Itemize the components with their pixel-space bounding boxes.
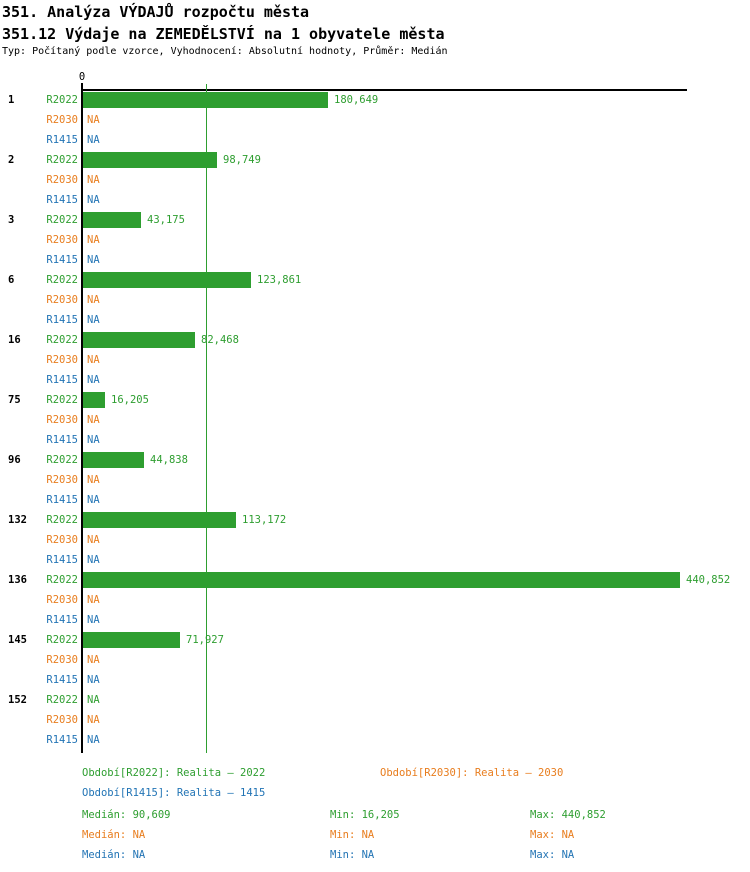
value-bar-r2022 xyxy=(83,152,217,168)
na-label: NA xyxy=(87,414,100,426)
series-label-r2030: R2030 xyxy=(46,594,78,606)
series-label-r1415: R1415 xyxy=(46,254,78,266)
group-label: 16 xyxy=(8,334,21,346)
na-label: NA xyxy=(87,674,100,686)
group-label: 132 xyxy=(8,514,27,526)
series-label-r2030: R2030 xyxy=(46,114,78,126)
series-label-r1415: R1415 xyxy=(46,374,78,386)
series-label-r1415: R1415 xyxy=(46,494,78,506)
value-bar-r2022 xyxy=(83,452,144,468)
series-label-r2030: R2030 xyxy=(46,234,78,246)
report-meta-line: Typ: Počítaný podle vzorce, Vyhodnocení: Absolutní hodnoty, Průměr: Medián xyxy=(2,46,448,57)
value-label: 71,927 xyxy=(186,634,224,646)
stat-max-r2030: Max: NA xyxy=(530,829,575,841)
na-label: NA xyxy=(87,594,100,606)
series-label-r2030: R2030 xyxy=(46,294,78,306)
na-label: NA xyxy=(87,494,100,506)
value-bar-r2022 xyxy=(83,392,105,408)
series-label-r1415: R1415 xyxy=(46,734,78,746)
value-bar-r2022 xyxy=(83,512,236,528)
group-label: 136 xyxy=(8,574,27,586)
series-label-r2030: R2030 xyxy=(46,654,78,666)
value-bar-r2022 xyxy=(83,572,680,588)
stat-min-r1415: Min: NA xyxy=(330,849,375,861)
group-label: 6 xyxy=(8,274,15,286)
na-label: NA xyxy=(87,534,100,546)
value-bar-r2022 xyxy=(83,92,328,108)
group-label: 75 xyxy=(8,394,21,406)
na-label: NA xyxy=(87,354,100,366)
na-label: NA xyxy=(87,434,100,446)
na-label: NA xyxy=(87,714,100,726)
series-label-r2030: R2030 xyxy=(46,414,78,426)
group-label: 96 xyxy=(8,454,21,466)
value-label: 180,649 xyxy=(334,94,379,106)
series-label-r2030: R2030 xyxy=(46,534,78,546)
na-label: NA xyxy=(87,474,100,486)
na-label: NA xyxy=(87,614,100,626)
series-label-r2030: R2030 xyxy=(46,714,78,726)
stat-median-r2022: Medián: 90,609 xyxy=(82,809,171,821)
series-label-r2022: R2022 xyxy=(46,214,78,226)
group-label: 152 xyxy=(8,694,27,706)
series-label-r2022: R2022 xyxy=(46,634,78,646)
series-label-r1415: R1415 xyxy=(46,674,78,686)
na-label: NA xyxy=(87,694,100,706)
series-label-r2022: R2022 xyxy=(46,514,78,526)
value-label: 44,838 xyxy=(150,454,188,466)
value-bar-r2022 xyxy=(83,632,180,648)
legend-period-r1415: Období[R1415]: Realita – 1415 xyxy=(82,787,266,799)
na-label: NA xyxy=(87,254,100,266)
stat-median-r1415: Medián: NA xyxy=(82,849,146,861)
value-label: 82,468 xyxy=(201,334,239,346)
series-label-r1415: R1415 xyxy=(46,614,78,626)
value-label: 43,175 xyxy=(147,214,185,226)
na-label: NA xyxy=(87,654,100,666)
series-label-r1415: R1415 xyxy=(46,554,78,566)
stat-max-r1415: Max: NA xyxy=(530,849,575,861)
na-label: NA xyxy=(87,114,100,126)
series-label-r2022: R2022 xyxy=(46,394,78,406)
na-label: NA xyxy=(87,314,100,326)
series-label-r2022: R2022 xyxy=(46,694,78,706)
series-label-r2022: R2022 xyxy=(46,154,78,166)
na-label: NA xyxy=(87,554,100,566)
value-label: 113,172 xyxy=(242,514,287,526)
series-label-r1415: R1415 xyxy=(46,194,78,206)
series-label-r1415: R1415 xyxy=(46,434,78,446)
x-axis-line xyxy=(82,89,687,91)
median-line xyxy=(206,84,207,753)
na-label: NA xyxy=(87,134,100,146)
stat-median-r2030: Medián: NA xyxy=(82,829,146,841)
group-label: 1 xyxy=(8,94,15,106)
series-label-r2030: R2030 xyxy=(46,354,78,366)
stat-min-r2030: Min: NA xyxy=(330,829,375,841)
series-label-r2030: R2030 xyxy=(46,474,78,486)
group-label: 3 xyxy=(8,214,15,226)
na-label: NA xyxy=(87,234,100,246)
series-label-r2030: R2030 xyxy=(46,174,78,186)
series-label-r2022: R2022 xyxy=(46,94,78,106)
stat-min-r2022: Min: 16,205 xyxy=(330,809,400,821)
stat-max-r2022: Max: 440,852 xyxy=(530,809,606,821)
value-label: 98,749 xyxy=(223,154,261,166)
value-bar-r2022 xyxy=(83,272,251,288)
series-label-r2022: R2022 xyxy=(46,334,78,346)
y-axis-line xyxy=(81,83,83,753)
group-label: 2 xyxy=(8,154,15,166)
value-bar-r2022 xyxy=(83,332,195,348)
value-label: 123,861 xyxy=(257,274,302,286)
series-label-r2022: R2022 xyxy=(46,574,78,586)
report-title-line2: 351.12 Výdaje na ZEMEDĚLSTVÍ na 1 obyvatele města xyxy=(2,25,445,43)
na-label: NA xyxy=(87,194,100,206)
group-label: 145 xyxy=(8,634,27,646)
series-label-r2022: R2022 xyxy=(46,274,78,286)
series-label-r1415: R1415 xyxy=(46,314,78,326)
value-label: 440,852 xyxy=(686,574,731,586)
x-axis-zero-label: 0 xyxy=(78,71,86,83)
series-label-r1415: R1415 xyxy=(46,134,78,146)
na-label: NA xyxy=(87,374,100,386)
value-label: 16,205 xyxy=(111,394,149,406)
legend-period-r2030: Období[R2030]: Realita – 2030 xyxy=(380,767,564,779)
report-title-line1: 351. Analýza VÝDAJŮ rozpočtu města xyxy=(2,3,310,21)
na-label: NA xyxy=(87,174,100,186)
na-label: NA xyxy=(87,294,100,306)
series-label-r2022: R2022 xyxy=(46,454,78,466)
na-label: NA xyxy=(87,734,100,746)
legend-period-r2022: Období[R2022]: Realita – 2022 xyxy=(82,767,266,779)
value-bar-r2022 xyxy=(83,212,141,228)
